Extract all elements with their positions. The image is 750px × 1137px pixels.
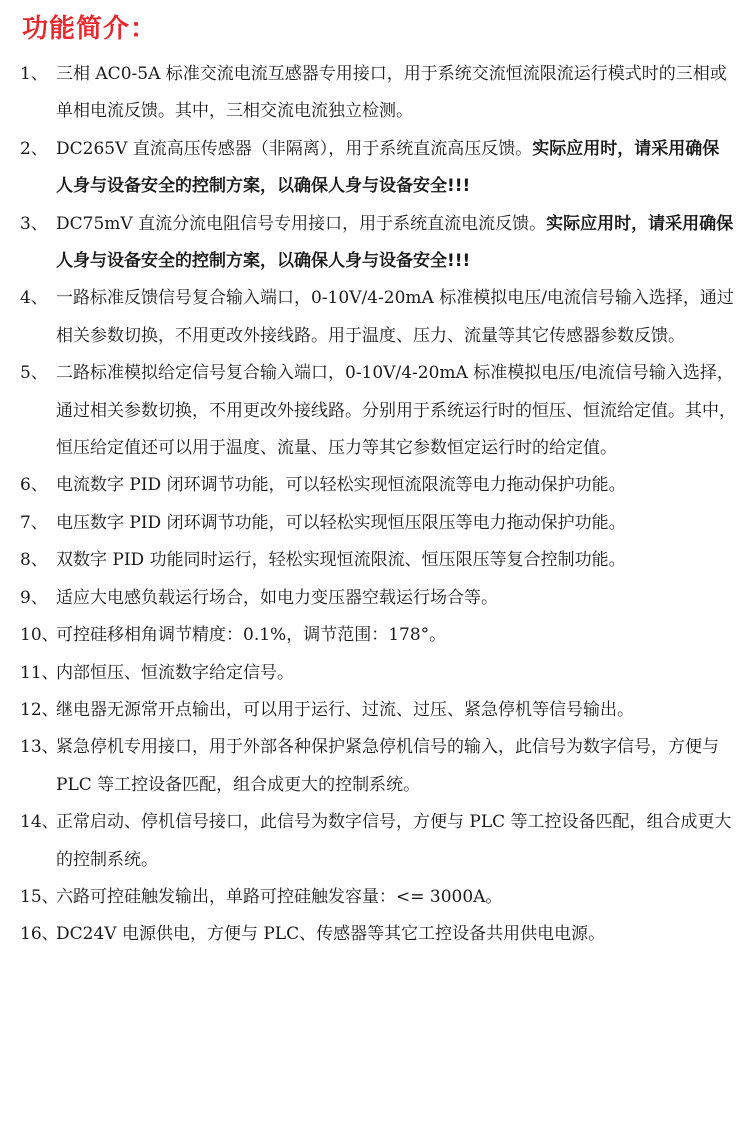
item-number: 3、 [20,213,48,234]
item-text: 电压数字 PID 闭环调节功能，可以轻松实现恒压限压等电力拖动保护功能。 [56,512,626,533]
item-text: DC265V 直流高压传感器（非隔离），用于系统直流高压反馈。 [56,138,533,159]
item-text: 紧急停机专用接口，用于外部各种保护紧急停机信号的输入，此信号为数字信号，方便与 PLC 等工控设备匹配，组合成更大的控制系统。 [56,737,719,795]
list-item [0,131,750,206]
list-item [0,655,750,692]
list-item [0,467,750,504]
item-number: 12、 [20,699,59,720]
item-number: 6、 [20,475,48,496]
item-text: DC24V 电源供电，方便与 PLC、传感器等其它工控设备共用供电电源。 [56,924,606,945]
list-item [0,617,750,654]
list-item [0,692,750,729]
list-item [0,56,750,131]
item-text: 正常启动、停机信号接口，此信号为数字信号，方便与 PLC 等工控设备匹配，组合成更大的控制系统。 [56,812,732,870]
list-item [0,879,750,916]
item-text: 可控硅移相角调节精度：0.1%，调节范围：178°。 [56,625,447,646]
list-item [0,580,750,617]
list-item [0,280,750,355]
list-item [0,542,750,579]
item-number: 5、 [20,363,48,384]
item-text: DC75mV 直流分流电阻信号专用接口，用于系统直流电流反馈。 [56,213,547,234]
item-text: 六路可控硅触发输出，单路可控硅触发容量：<= 3000A。 [56,886,503,907]
item-number: 8、 [20,550,48,571]
item-number: 9、 [20,587,48,608]
list-item [0,505,750,542]
item-text: 双数字 PID 功能同时运行，轻松实现恒流限流、恒压限压等复合控制功能。 [56,550,626,571]
feature-list [0,56,750,954]
item-number: 1、 [20,64,48,84]
item-number: 4、 [20,288,48,309]
item-number: 7、 [20,512,48,533]
item-text: 二路标准模拟给定信号复合输入端口，0-10V/4-20mA 标准模拟电压/电流信号输入选择，通过相关参数切换，不用更改外接线路。分别用于系统运行时的恒压、恒流给定值。其中，恒压给定值还可以用于温度、流量、压力等其它参数恒定运行时的给定值。 [56,363,736,459]
item-text: 一路标准反馈信号复合输入端口，0-10V/4-20mA 标准模拟电压/电流信号输入选择，通过相关参数切换，不用更改外接线路。用于温度、压力、流量等其它传感器参数反馈。 [56,288,734,346]
safety-warning: 实际应用时，请采用确保人身与设备安全的控制方案，以确保人身与设备安全!!! [56,213,734,272]
item-text: 继电器无源常开点输出，可以用于运行、过流、过压、紧急停机等信号输出。 [56,699,634,720]
item-text: 适应大电感负载运行场合，如电力变压器空载运行场合等。 [56,587,498,608]
item-number: 16、 [20,924,59,945]
item-number: 14、 [20,812,59,833]
list-item [0,804,750,879]
item-number: 15、 [20,886,59,907]
item-number: 13、 [20,737,59,758]
page-title: 功能简介： [22,14,158,44]
list-item [0,206,750,281]
item-text: 三相 AC0-5A 标准交流电流互感器专用接口，用于系统交流恒流限流运行模式时的三相或单相电流反馈。其中，三相交流电流独立检测。 [56,64,727,122]
list-item [0,916,750,953]
item-number: 2、 [20,138,48,159]
item-text: 内部恒压、恒流数字给定信号。 [56,662,294,683]
list-item [0,355,750,467]
item-number: 11、 [20,662,59,683]
safety-warning: 实际应用时，请采用确保人身与设备安全的控制方案，以确保人身与设备安全!!! [56,138,720,197]
list-item [0,729,750,804]
item-text: 电流数字 PID 闭环调节功能，可以轻松实现恒流限流等电力拖动保护功能。 [56,475,626,496]
item-number: 10、 [20,625,59,646]
